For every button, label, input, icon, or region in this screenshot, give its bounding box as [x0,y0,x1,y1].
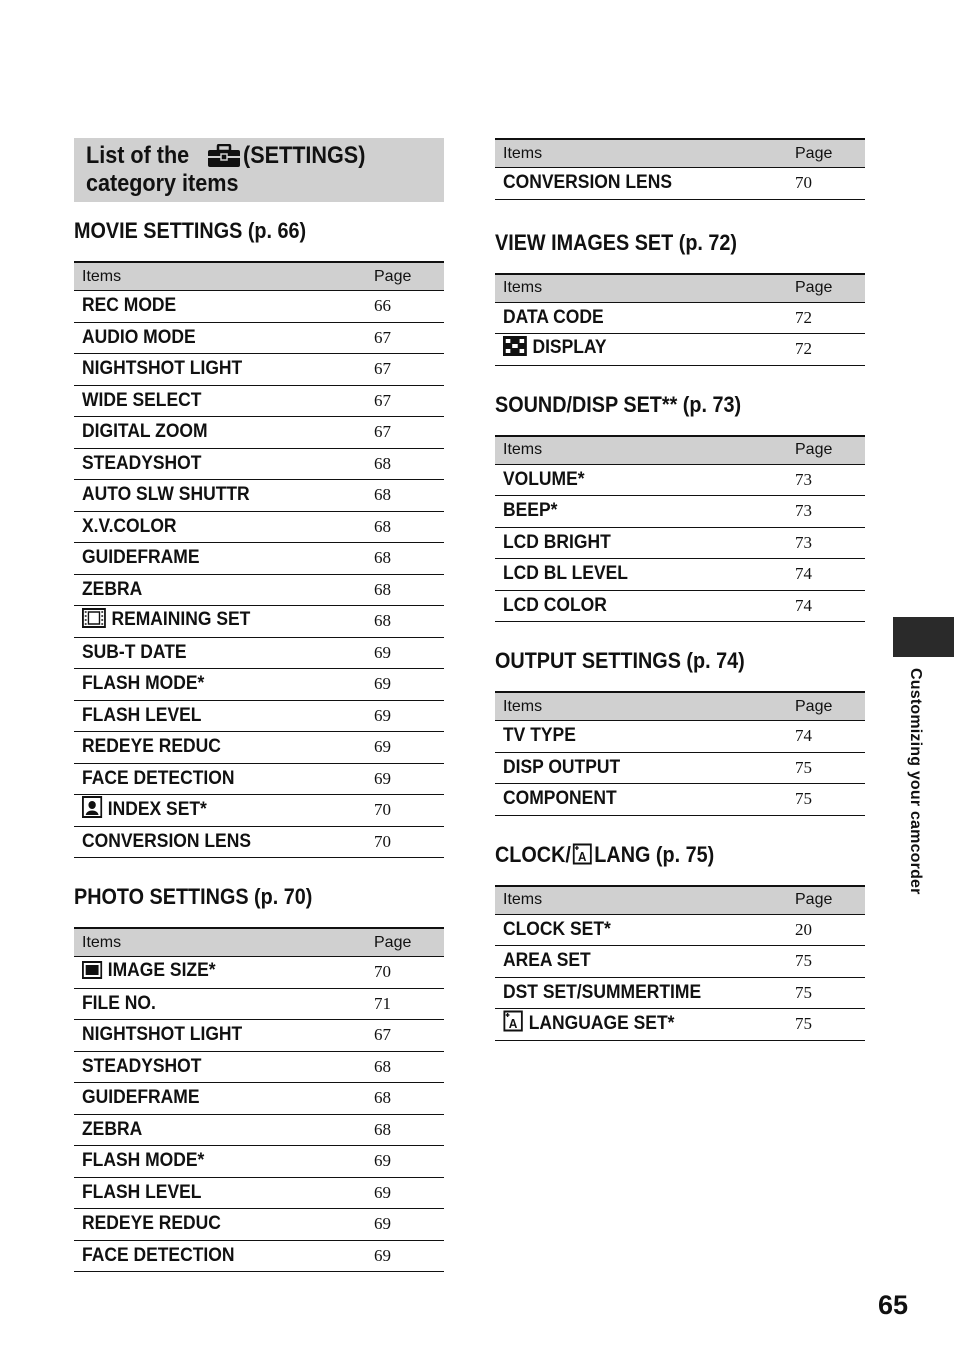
table-row [495,527,865,559]
item-cell [74,574,370,606]
item-cell [74,1114,370,1146]
page-ref: 69 [370,763,444,795]
item-label-flash-mode: FLASH MODE* [82,673,205,695]
page-ref: 67 [370,322,444,354]
svg-text:A: A [508,1016,518,1032]
page-number: 65 [877,1290,908,1320]
page-ref: 70 [370,795,444,827]
item-label-flash-level: FLASH LEVEL [82,1181,202,1203]
language-icon [573,843,593,865]
right-column [495,138,865,1041]
item-label-flash-level: FLASH LEVEL [82,704,202,726]
item-cell [74,1240,370,1272]
page-ref: 68 [370,1114,444,1146]
item-cell [74,1146,370,1178]
page-ref: 75 [791,946,865,978]
svg-text:A: A [578,848,587,864]
page-ref: 73 [791,496,865,528]
col-header-items: Items [495,139,791,168]
item-cell [74,988,370,1020]
item-cell [495,527,791,559]
sound-disp-heading: SOUND/DISP SET** (p. 73) [495,391,742,417]
page-ref: 67 [370,1020,444,1052]
item-label-tv-type: TV TYPE [503,725,576,747]
item-cell [74,637,370,669]
item-label-rec-mode: REC MODE [82,295,177,317]
page-ref: 68 [370,574,444,606]
table-row [74,480,444,512]
item-cell [495,334,791,366]
item-label-face-detection: FACE DETECTION [82,1244,235,1266]
page-ref: 68 [370,480,444,512]
table-row [74,543,444,575]
page-ref: 74 [791,721,865,753]
item-label-conversion-lens: CONVERSION LENS [82,830,252,852]
table-row [74,1114,444,1146]
table-row [74,1209,444,1241]
sound-disp-table [495,435,865,623]
page-ref: 69 [370,1177,444,1209]
item-cell [74,1209,370,1241]
item-cell [495,977,791,1009]
page-ref: 74 [791,590,865,622]
page-ref: 70 [370,957,444,989]
item-cell [495,496,791,528]
item-cell [74,448,370,480]
film-icon [82,608,106,634]
page-ref: 71 [370,988,444,1020]
item-label-zebra: ZEBRA [82,578,143,600]
item-label-conversion-lens: CONVERSION LENS [503,172,673,194]
photo-settings-heading: PHOTO SETTINGS (p. 70) [74,884,313,909]
page-ref: 73 [791,464,865,496]
page-ref: 69 [370,732,444,764]
item-label-steadyshot: STEADYSHOT [82,1055,202,1077]
item-cell [495,1009,791,1041]
item-label-lcd-bright: LCD BRIGHT [503,531,611,553]
col-header-page: Page [791,274,865,303]
item-label-beep: BEEP* [503,500,558,522]
col-header-items: Items [495,274,791,303]
table-row [74,1240,444,1272]
chapter-side-tab [893,617,954,657]
table-row [495,590,865,622]
item-cell [74,1083,370,1115]
page-ref: 72 [791,334,865,366]
item-cell [74,1051,370,1083]
item-label-area-set: AREA SET [503,950,591,972]
face-index-icon [82,796,102,824]
table-row [495,496,865,528]
page-ref: 66 [370,291,444,323]
page-ref: 67 [370,417,444,449]
page-ref: 75 [791,752,865,784]
item-cell [74,322,370,354]
page-ref: 68 [370,606,444,638]
table-row [495,168,865,200]
item-cell [495,590,791,622]
page-ref: 75 [791,977,865,1009]
movie-settings-heading: MOVIE SETTINGS (p. 66) [74,218,307,243]
item-cell [74,763,370,795]
item-cell [74,795,370,827]
item-label-dst-set-summertime: DST SET/SUMMERTIME [503,981,702,1003]
item-label-index-set: INDEX SET* [107,799,207,821]
page-ref: 70 [791,168,865,200]
table-row [74,1083,444,1115]
page-ref: 75 [791,784,865,816]
item-label-remaining-set: REMAINING SET [111,609,251,631]
table-row [495,334,865,366]
item-cell [74,700,370,732]
table-row [74,957,444,989]
page-ref: 67 [370,354,444,386]
item-label-audio-mode: AUDIO MODE [82,326,196,348]
table-row [74,700,444,732]
table-row [74,417,444,449]
table-row [74,322,444,354]
table-row [495,721,865,753]
table-row [74,988,444,1020]
col-header-page: Page [370,262,444,291]
item-cell [74,606,370,638]
item-cell [495,168,791,200]
item-cell [74,354,370,386]
table-row [74,291,444,323]
page-ref: 69 [370,669,444,701]
photo-settings-table [74,927,444,1272]
table-row [495,784,865,816]
table-row [74,385,444,417]
item-label-face-detection: FACE DETECTION [82,767,235,789]
col-header-items: Items [495,436,791,465]
table-row [74,1051,444,1083]
title-line2: category items [86,170,239,197]
page-ref: 69 [370,1209,444,1241]
table-row [495,977,865,1009]
item-label-lcd-color: LCD COLOR [503,594,607,616]
item-cell [495,302,791,334]
clock-heading-suffix: LANG (p. 75) [594,841,715,867]
image-size-icon [82,961,102,985]
table-row [74,354,444,386]
table-row [74,448,444,480]
page-ref: 73 [791,527,865,559]
item-cell [495,784,791,816]
table-row [74,669,444,701]
item-cell [74,826,370,858]
table-row [74,606,444,638]
item-cell [74,1177,370,1209]
title-prefix: List of the [86,142,190,169]
col-header-items: Items [495,692,791,721]
page-ref: 67 [370,385,444,417]
col-header-page: Page [370,928,444,957]
page-ref: 68 [370,1083,444,1115]
grid-display-icon [503,336,527,362]
page-ref: 69 [370,1240,444,1272]
table-row [74,1020,444,1052]
item-cell [74,417,370,449]
item-cell [74,957,370,989]
col-header-items: Items [74,928,370,957]
table-row [74,763,444,795]
table-row [74,1177,444,1209]
item-cell [74,511,370,543]
page-ref: 70 [370,826,444,858]
col-header-page: Page [791,139,865,168]
item-label-lcd-bl-level: LCD BL LEVEL [503,563,628,585]
item-label-nightshot-light: NIGHTSHOT LIGHT [82,358,243,380]
item-cell [74,732,370,764]
item-cell [495,464,791,496]
item-cell [495,721,791,753]
item-label-sub-t-date: SUB-T DATE [82,641,187,663]
item-label-nightshot-light: NIGHTSHOT LIGHT [82,1024,243,1046]
toolbox-icon [207,144,241,168]
item-label-auto-slw-shuttr: AUTO SLW SHUTTR [82,484,250,506]
item-cell [74,480,370,512]
item-label-redeye-reduc: REDEYE REDUC [82,1213,221,1235]
page-ref: 68 [370,1051,444,1083]
table-row [74,1146,444,1178]
item-cell [495,914,791,946]
item-cell [495,752,791,784]
item-cell [74,291,370,323]
table-row [495,559,865,591]
view-images-table [495,273,865,366]
output-settings-heading: OUTPUT SETTINGS (p. 74) [495,648,745,673]
page-ref: 20 [791,914,865,946]
page-ref: 68 [370,448,444,480]
page-ref: 69 [370,1146,444,1178]
col-header-page: Page [791,692,865,721]
item-label-component: COMPONENT [503,788,617,810]
output-settings-table [495,691,865,816]
view-images-heading: VIEW IMAGES SET (p. 72) [495,229,738,255]
table-row [495,464,865,496]
page-ref: 69 [370,700,444,732]
col-header-page: Page [791,436,865,465]
item-label-clock-set: CLOCK SET* [503,918,611,940]
table-row [74,511,444,543]
item-label-flash-mode: FLASH MODE* [82,1150,205,1172]
table-row [495,752,865,784]
item-cell [74,543,370,575]
clock-lang-heading [495,842,828,868]
table-row [495,914,865,946]
col-header-items: Items [495,886,791,915]
item-cell [495,559,791,591]
item-cell [74,1020,370,1052]
title-suffix: (SETTINGS) [242,142,366,169]
item-label-x-v-color: X.V.COLOR [82,515,177,537]
table-row [74,826,444,858]
item-label-guideframe: GUIDEFRAME [82,1087,200,1109]
item-label-redeye-reduc: REDEYE REDUC [82,736,221,758]
item-label-display: DISPLAY [532,337,607,359]
movie-settings-table [74,261,444,858]
item-label-file-no: FILE NO. [82,992,156,1014]
left-column [74,138,444,1272]
page-ref: 69 [370,637,444,669]
item-label-wide-select: WIDE SELECT [82,389,202,411]
page-ref: 68 [370,511,444,543]
item-label-data-code: DATA CODE [503,306,604,328]
chapter-side-label: Customizing your camcorder [907,668,924,895]
table-row [74,637,444,669]
page-ref: 74 [791,559,865,591]
item-cell [74,669,370,701]
col-header-items: Items [74,262,370,291]
clock-lang-table [495,885,865,1041]
item-label-volume: VOLUME* [503,468,585,490]
table-row [495,1009,865,1041]
table-row [495,946,865,978]
table-row [495,302,865,334]
language-icon [503,1010,523,1038]
item-label-guideframe: GUIDEFRAME [82,547,200,569]
col-header-page: Page [791,886,865,915]
table-row [74,795,444,827]
continued-table [495,138,865,200]
item-label-image-size: IMAGE SIZE* [107,959,216,981]
table-row [74,574,444,606]
item-label-digital-zoom: DIGITAL ZOOM [82,421,208,443]
page-ref: 72 [791,302,865,334]
page-ref: 75 [791,1009,865,1041]
item-cell [495,946,791,978]
item-cell [74,385,370,417]
item-label-language-set: LANGUAGE SET* [528,1013,675,1035]
page-ref: 68 [370,543,444,575]
item-label-steadyshot: STEADYSHOT [82,452,202,474]
item-label-disp-output: DISP OUTPUT [503,756,621,778]
page-title [74,138,444,202]
clock-heading-prefix: CLOCK/ [495,841,571,867]
table-row [74,732,444,764]
item-label-zebra: ZEBRA [82,1118,143,1140]
